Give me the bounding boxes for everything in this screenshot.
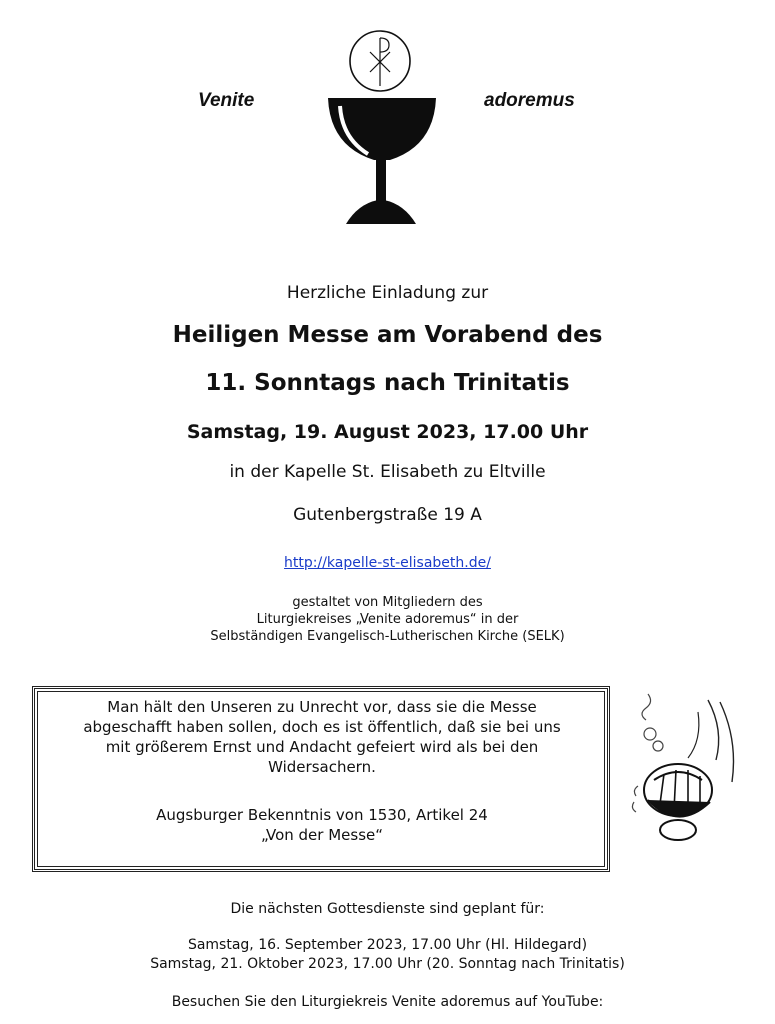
invitation-title-line1: Heiligen Messe am Vorabend des xyxy=(172,322,603,348)
quote-line4: Widersachern. xyxy=(268,758,376,776)
invitation-title-line2: 11. Sonntags nach Trinitatis xyxy=(205,370,570,396)
invitation-address: Gutenbergstraße 19 A xyxy=(293,505,482,525)
organizer-line2: Liturgiekreises „Venite adoremus“ in der xyxy=(256,612,519,627)
organizer-line3: Selbständigen Evangelisch-Lutherischen Kirche (SELK) xyxy=(210,629,565,644)
motto-left: Venite xyxy=(198,90,255,111)
youtube-note: Besuchen Sie den Liturgiekreis Venite adoremus auf YouTube: xyxy=(171,994,604,1010)
invitation-intro: Herzliche Einladung zur xyxy=(286,283,489,303)
schedule-item: Samstag, 16. September 2023, 17.00 Uhr (Hl. Hildegard) xyxy=(187,937,588,953)
organizer-line1: gestaltet von Mitgliedern des xyxy=(292,595,483,610)
invitation-location: in der Kapelle St. Elisabeth zu Eltville xyxy=(229,462,546,482)
website-link[interactable]: http://kapelle-st-elisabeth.de/ xyxy=(284,555,491,571)
quote-source-line1: Augsburger Bekenntnis von 1530, Artikel 24 xyxy=(156,806,488,824)
chalice-with-host-icon xyxy=(318,28,448,233)
quote-line3: mit größerem Ernst und Andacht gefeiert wird als bei den xyxy=(105,738,539,756)
invitation-datetime: Samstag, 19. August 2023, 17.00 Uhr xyxy=(186,421,589,443)
schedule-heading: Die nächsten Gottesdienste sind geplant für: xyxy=(230,901,545,917)
thurible-icon xyxy=(628,690,748,870)
quote-line2: abgeschafft haben sollen, doch es ist öffentlich, daß sie bei uns xyxy=(83,718,561,736)
quote-source-line2: „Von der Messe“ xyxy=(260,826,384,844)
quote-line1: Man hält den Unseren zu Unrecht vor, dass sie die Messe xyxy=(107,698,537,716)
motto-right: adoremus xyxy=(484,90,575,111)
schedule-item: Samstag, 21. Oktober 2023, 17.00 Uhr (20. Sonntag nach Trinitatis) xyxy=(150,956,625,972)
